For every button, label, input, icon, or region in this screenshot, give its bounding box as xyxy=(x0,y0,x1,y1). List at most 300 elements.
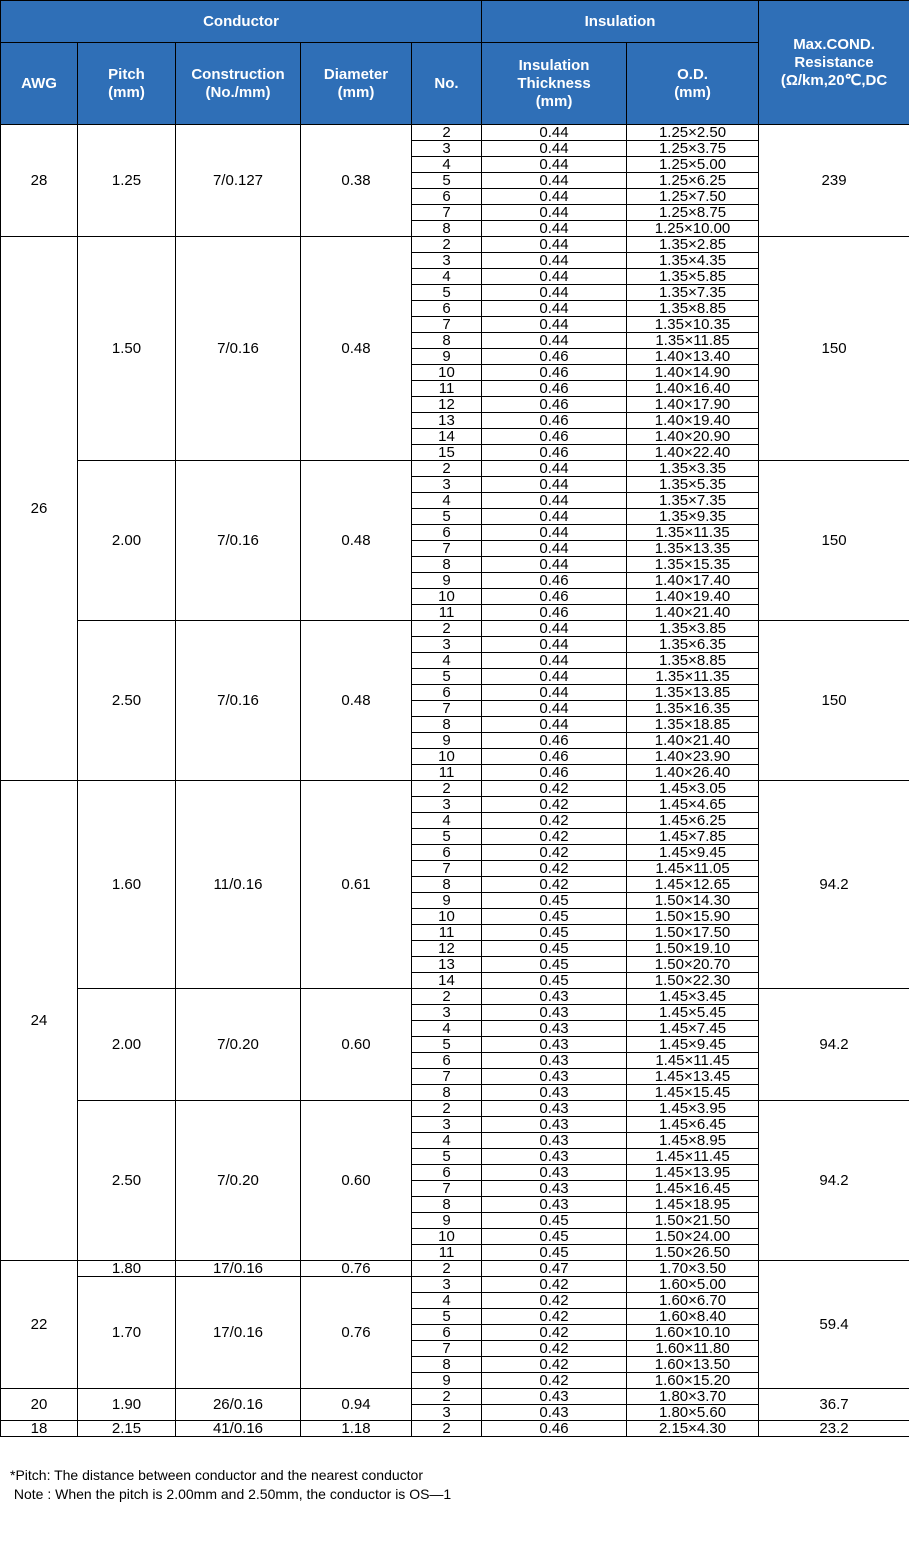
table-row xyxy=(1,621,909,637)
awg-cell: 26 xyxy=(1,237,78,781)
awg-header: AWG xyxy=(1,43,78,125)
core-no-cell: 3 xyxy=(412,477,482,493)
od-cell: 1.50×19.10 xyxy=(627,941,759,957)
construction-cell: 17/0.16 xyxy=(176,1277,301,1389)
table-row xyxy=(1,237,909,253)
diameter-cell: 1.18 xyxy=(301,1421,412,1437)
table-header xyxy=(1,1,909,125)
thickness-cell: 0.44 xyxy=(482,285,627,301)
resistance-cell: 94.2 xyxy=(759,989,909,1101)
thickness-cell: 0.43 xyxy=(482,1021,627,1037)
resistance-cell: 94.2 xyxy=(759,781,909,989)
pitch-cell: 1.70 xyxy=(78,1277,176,1389)
thickness-cell: 0.43 xyxy=(482,1181,627,1197)
core-no-cell: 3 xyxy=(412,1277,482,1293)
core-no-cell: 6 xyxy=(412,1165,482,1181)
resistance-cell: 36.7 xyxy=(759,1389,909,1421)
thickness-cell: 0.46 xyxy=(482,605,627,621)
od-cell: 1.35×15.35 xyxy=(627,557,759,573)
od-cell: 1.35×2.85 xyxy=(627,237,759,253)
od-cell: 1.35×9.35 xyxy=(627,509,759,525)
thickness-cell: 0.43 xyxy=(482,1069,627,1085)
core-no-cell: 6 xyxy=(412,525,482,541)
core-no-cell: 9 xyxy=(412,1213,482,1229)
core-no-cell: 2 xyxy=(412,1261,482,1277)
thickness-cell: 0.44 xyxy=(482,717,627,733)
od-cell: 1.35×8.85 xyxy=(627,653,759,669)
thickness-cell: 0.42 xyxy=(482,797,627,813)
thickness-cell: 0.42 xyxy=(482,829,627,845)
max-resistance-header: Max.COND. Resistance (Ω/km,20℃,DC xyxy=(759,1,909,125)
resistance-cell: 94.2 xyxy=(759,1101,909,1261)
core-no-cell: 6 xyxy=(412,189,482,205)
core-no-cell: 2 xyxy=(412,1421,482,1437)
core-no-cell: 8 xyxy=(412,717,482,733)
od-cell: 1.45×5.45 xyxy=(627,1005,759,1021)
construction-cell: 7/0.127 xyxy=(176,125,301,237)
thickness-cell: 0.43 xyxy=(482,1085,627,1101)
core-no-cell: 10 xyxy=(412,1229,482,1245)
table-row xyxy=(1,461,909,477)
core-no-cell: 3 xyxy=(412,141,482,157)
awg-cell: 28 xyxy=(1,125,78,237)
od-cell: 1.60×11.80 xyxy=(627,1341,759,1357)
od-cell: 1.35×11.35 xyxy=(627,669,759,685)
diameter-header: Diameter (mm) xyxy=(301,43,412,125)
od-cell: 1.45×16.45 xyxy=(627,1181,759,1197)
od-cell: 1.40×20.90 xyxy=(627,429,759,445)
core-no-cell: 5 xyxy=(412,829,482,845)
od-cell: 1.25×3.75 xyxy=(627,141,759,157)
pitch-footnote: *Pitch: The distance between conductor and the nearest conductor xyxy=(10,1467,424,1483)
core-no-cell: 8 xyxy=(412,221,482,237)
od-cell: 1.40×19.40 xyxy=(627,589,759,605)
thickness-cell: 0.46 xyxy=(482,589,627,605)
thickness-cell: 0.46 xyxy=(482,1421,627,1437)
core-no-cell: 13 xyxy=(412,413,482,429)
od-cell: 1.25×2.50 xyxy=(627,125,759,141)
core-no-cell: 2 xyxy=(412,1101,482,1117)
od-cell: 1.35×16.35 xyxy=(627,701,759,717)
core-no-cell: 2 xyxy=(412,461,482,477)
core-no-cell: 10 xyxy=(412,589,482,605)
pitch-cell: 2.50 xyxy=(78,621,176,781)
od-cell: 1.35×10.35 xyxy=(627,317,759,333)
od-cell: 1.25×5.00 xyxy=(627,157,759,173)
od-cell: 1.60×6.70 xyxy=(627,1293,759,1309)
diameter-cell: 0.76 xyxy=(301,1277,412,1389)
conductor-note: Note : When the pitch is 2.00mm and 2.50mm, the conductor is OS—1 xyxy=(10,1486,452,1502)
thickness-cell: 0.44 xyxy=(482,653,627,669)
od-cell: 1.45×11.05 xyxy=(627,861,759,877)
core-no-cell: 8 xyxy=(412,1357,482,1373)
thickness-cell: 0.45 xyxy=(482,973,627,989)
od-cell: 1.40×17.90 xyxy=(627,397,759,413)
thickness-cell: 0.43 xyxy=(482,1005,627,1021)
core-no-cell: 4 xyxy=(412,653,482,669)
core-no-cell: 5 xyxy=(412,1037,482,1053)
thickness-cell: 0.43 xyxy=(482,1389,627,1405)
footnotes xyxy=(10,1466,451,1504)
od-cell: 1.40×16.40 xyxy=(627,381,759,397)
thickness-cell: 0.44 xyxy=(482,525,627,541)
core-no-cell: 7 xyxy=(412,861,482,877)
diameter-cell: 0.60 xyxy=(301,1101,412,1261)
thickness-cell: 0.43 xyxy=(482,1117,627,1133)
core-no-cell: 11 xyxy=(412,925,482,941)
construction-cell: 7/0.20 xyxy=(176,989,301,1101)
thickness-cell: 0.44 xyxy=(482,269,627,285)
od-cell: 1.25×8.75 xyxy=(627,205,759,221)
core-no-cell: 8 xyxy=(412,1197,482,1213)
od-cell: 1.25×10.00 xyxy=(627,221,759,237)
core-no-cell: 12 xyxy=(412,941,482,957)
thickness-cell: 0.46 xyxy=(482,765,627,781)
thickness-cell: 0.44 xyxy=(482,477,627,493)
construction-header: Construction (No./mm) xyxy=(176,43,301,125)
thickness-cell: 0.44 xyxy=(482,173,627,189)
thickness-cell: 0.44 xyxy=(482,461,627,477)
awg-cell: 24 xyxy=(1,781,78,1261)
od-cell: 1.80×3.70 xyxy=(627,1389,759,1405)
thickness-cell: 0.42 xyxy=(482,781,627,797)
core-no-cell: 5 xyxy=(412,173,482,189)
diameter-cell: 0.60 xyxy=(301,989,412,1101)
thickness-cell: 0.45 xyxy=(482,957,627,973)
thickness-cell: 0.46 xyxy=(482,573,627,589)
thickness-cell: 0.45 xyxy=(482,1229,627,1245)
core-no-cell: 10 xyxy=(412,909,482,925)
thickness-cell: 0.42 xyxy=(482,1309,627,1325)
core-no-cell: 3 xyxy=(412,1117,482,1133)
od-cell: 2.15×4.30 xyxy=(627,1421,759,1437)
pitch-cell: 2.15 xyxy=(78,1421,176,1437)
pitch-cell: 1.90 xyxy=(78,1389,176,1421)
thickness-cell: 0.42 xyxy=(482,1373,627,1389)
thickness-cell: 0.46 xyxy=(482,397,627,413)
thickness-cell: 0.42 xyxy=(482,1277,627,1293)
core-no-cell: 9 xyxy=(412,1373,482,1389)
core-no-cell: 3 xyxy=(412,253,482,269)
thickness-cell: 0.46 xyxy=(482,733,627,749)
thickness-cell: 0.44 xyxy=(482,301,627,317)
od-cell: 1.45×3.45 xyxy=(627,989,759,1005)
resistance-cell: 239 xyxy=(759,125,909,237)
core-no-cell: 3 xyxy=(412,637,482,653)
core-no-cell: 2 xyxy=(412,1389,482,1405)
thickness-cell: 0.45 xyxy=(482,909,627,925)
thickness-cell: 0.46 xyxy=(482,349,627,365)
core-no-cell: 5 xyxy=(412,669,482,685)
thickness-cell: 0.44 xyxy=(482,541,627,557)
core-no-cell: 11 xyxy=(412,1245,482,1261)
awg-cell: 22 xyxy=(1,1261,78,1389)
conductor-header: Conductor xyxy=(1,1,482,43)
od-cell: 1.40×22.40 xyxy=(627,445,759,461)
thickness-cell: 0.46 xyxy=(482,413,627,429)
core-no-cell: 8 xyxy=(412,877,482,893)
thickness-cell: 0.44 xyxy=(482,621,627,637)
thickness-cell: 0.44 xyxy=(482,685,627,701)
table-row xyxy=(1,1421,909,1437)
core-no-cell: 7 xyxy=(412,317,482,333)
od-cell: 1.45×9.45 xyxy=(627,845,759,861)
od-cell: 1.80×5.60 xyxy=(627,1405,759,1421)
insulation-header: Insulation xyxy=(482,1,759,43)
thickness-cell: 0.44 xyxy=(482,557,627,573)
core-no-cell: 12 xyxy=(412,397,482,413)
od-cell: 1.60×15.20 xyxy=(627,1373,759,1389)
table-row xyxy=(1,1261,909,1277)
od-cell: 1.45×7.45 xyxy=(627,1021,759,1037)
core-no-cell: 9 xyxy=(412,573,482,589)
thickness-cell: 0.43 xyxy=(482,1101,627,1117)
resistance-cell: 59.4 xyxy=(759,1261,909,1389)
pitch-cell: 2.00 xyxy=(78,989,176,1101)
thickness-cell: 0.45 xyxy=(482,941,627,957)
core-no-cell: 5 xyxy=(412,1309,482,1325)
thickness-cell: 0.45 xyxy=(482,893,627,909)
od-cell: 1.35×4.35 xyxy=(627,253,759,269)
core-no-cell: 4 xyxy=(412,269,482,285)
diameter-cell: 0.61 xyxy=(301,781,412,989)
core-no-cell: 13 xyxy=(412,957,482,973)
diameter-cell: 0.76 xyxy=(301,1261,412,1277)
core-no-cell: 6 xyxy=(412,1053,482,1069)
core-no-cell: 7 xyxy=(412,205,482,221)
od-cell: 1.50×26.50 xyxy=(627,1245,759,1261)
thickness-cell: 0.44 xyxy=(482,509,627,525)
core-no-cell: 6 xyxy=(412,301,482,317)
core-no-cell: 4 xyxy=(412,493,482,509)
thickness-cell: 0.44 xyxy=(482,637,627,653)
od-cell: 1.35×3.35 xyxy=(627,461,759,477)
core-no-cell: 2 xyxy=(412,989,482,1005)
resistance-cell: 23.2 xyxy=(759,1421,909,1437)
od-cell: 1.35×18.85 xyxy=(627,717,759,733)
thickness-cell: 0.43 xyxy=(482,1037,627,1053)
od-cell: 1.40×14.90 xyxy=(627,365,759,381)
od-header: O.D. (mm) xyxy=(627,43,759,125)
core-no-cell: 11 xyxy=(412,381,482,397)
construction-cell: 11/0.16 xyxy=(176,781,301,989)
core-no-cell: 3 xyxy=(412,1005,482,1021)
core-no-cell: 3 xyxy=(412,797,482,813)
od-cell: 1.45×6.25 xyxy=(627,813,759,829)
thickness-cell: 0.44 xyxy=(482,669,627,685)
thickness-cell: 0.44 xyxy=(482,157,627,173)
od-cell: 1.50×20.70 xyxy=(627,957,759,973)
thickness-cell: 0.42 xyxy=(482,1357,627,1373)
thickness-cell: 0.46 xyxy=(482,445,627,461)
thickness-cell: 0.42 xyxy=(482,1293,627,1309)
od-cell: 1.35×3.85 xyxy=(627,621,759,637)
pitch-cell: 2.50 xyxy=(78,1101,176,1261)
od-cell: 1.35×8.85 xyxy=(627,301,759,317)
core-no-cell: 5 xyxy=(412,509,482,525)
core-no-cell: 2 xyxy=(412,621,482,637)
od-cell: 1.50×24.00 xyxy=(627,1229,759,1245)
core-no-cell: 8 xyxy=(412,557,482,573)
core-no-cell: 6 xyxy=(412,1325,482,1341)
core-no-cell: 7 xyxy=(412,1069,482,1085)
thickness-cell: 0.46 xyxy=(482,381,627,397)
pitch-cell: 1.50 xyxy=(78,237,176,461)
thickness-cell: 0.44 xyxy=(482,125,627,141)
pitch-header: Pitch (mm) xyxy=(78,43,176,125)
od-cell: 1.45×9.45 xyxy=(627,1037,759,1053)
od-cell: 1.45×18.95 xyxy=(627,1197,759,1213)
od-cell: 1.35×13.85 xyxy=(627,685,759,701)
core-no-cell: 9 xyxy=(412,733,482,749)
construction-cell: 7/0.16 xyxy=(176,237,301,461)
od-cell: 1.45×4.65 xyxy=(627,797,759,813)
od-cell: 1.60×5.00 xyxy=(627,1277,759,1293)
od-cell: 1.45×15.45 xyxy=(627,1085,759,1101)
diameter-cell: 0.48 xyxy=(301,237,412,461)
pitch-cell: 1.25 xyxy=(78,125,176,237)
core-no-cell: 2 xyxy=(412,125,482,141)
core-no-cell: 6 xyxy=(412,845,482,861)
diameter-cell: 0.94 xyxy=(301,1389,412,1421)
pitch-cell: 2.00 xyxy=(78,461,176,621)
core-no-cell: 7 xyxy=(412,1181,482,1197)
core-no-cell: 4 xyxy=(412,1293,482,1309)
core-no-cell: 11 xyxy=(412,765,482,781)
od-cell: 1.45×13.95 xyxy=(627,1165,759,1181)
core-no-cell: 5 xyxy=(412,1149,482,1165)
core-no-cell: 6 xyxy=(412,685,482,701)
table-body xyxy=(1,125,909,1437)
thickness-cell: 0.44 xyxy=(482,221,627,237)
od-cell: 1.25×7.50 xyxy=(627,189,759,205)
core-no-cell: 9 xyxy=(412,349,482,365)
thickness-cell: 0.42 xyxy=(482,845,627,861)
od-cell: 1.50×21.50 xyxy=(627,1213,759,1229)
thickness-cell: 0.44 xyxy=(482,701,627,717)
od-cell: 1.45×11.45 xyxy=(627,1149,759,1165)
od-cell: 1.70×3.50 xyxy=(627,1261,759,1277)
diameter-cell: 0.48 xyxy=(301,461,412,621)
od-cell: 1.35×7.35 xyxy=(627,493,759,509)
od-cell: 1.35×7.35 xyxy=(627,285,759,301)
construction-cell: 41/0.16 xyxy=(176,1421,301,1437)
core-no-cell: 10 xyxy=(412,365,482,381)
core-no-cell: 5 xyxy=(412,285,482,301)
awg-cell: 20 xyxy=(1,1389,78,1421)
od-cell: 1.40×21.40 xyxy=(627,733,759,749)
construction-cell: 7/0.20 xyxy=(176,1101,301,1261)
table-row xyxy=(1,989,909,1005)
od-cell: 1.40×26.40 xyxy=(627,765,759,781)
od-cell: 1.35×6.35 xyxy=(627,637,759,653)
thickness-cell: 0.46 xyxy=(482,749,627,765)
construction-cell: 7/0.16 xyxy=(176,621,301,781)
od-cell: 1.50×14.30 xyxy=(627,893,759,909)
thickness-cell: 0.42 xyxy=(482,877,627,893)
thickness-cell: 0.43 xyxy=(482,1149,627,1165)
thickness-cell: 0.42 xyxy=(482,813,627,829)
thickness-cell: 0.42 xyxy=(482,1325,627,1341)
od-cell: 1.35×13.35 xyxy=(627,541,759,557)
thickness-cell: 0.45 xyxy=(482,1245,627,1261)
resistance-cell: 150 xyxy=(759,621,909,781)
core-no-cell: 3 xyxy=(412,1405,482,1421)
od-cell: 1.35×11.35 xyxy=(627,525,759,541)
od-cell: 1.35×5.85 xyxy=(627,269,759,285)
construction-cell: 17/0.16 xyxy=(176,1261,301,1277)
od-cell: 1.40×21.40 xyxy=(627,605,759,621)
od-cell: 1.45×6.45 xyxy=(627,1117,759,1133)
thickness-cell: 0.46 xyxy=(482,429,627,445)
od-cell: 1.45×12.65 xyxy=(627,877,759,893)
od-cell: 1.40×17.40 xyxy=(627,573,759,589)
thickness-cell: 0.43 xyxy=(482,1165,627,1181)
resistance-cell: 150 xyxy=(759,237,909,461)
od-cell: 1.60×13.50 xyxy=(627,1357,759,1373)
thickness-cell: 0.44 xyxy=(482,205,627,221)
thickness-cell: 0.47 xyxy=(482,1261,627,1277)
table-row xyxy=(1,1389,909,1405)
construction-cell: 26/0.16 xyxy=(176,1389,301,1421)
thickness-cell: 0.46 xyxy=(482,365,627,381)
thickness-cell: 0.44 xyxy=(482,141,627,157)
thickness-cell: 0.43 xyxy=(482,1053,627,1069)
od-cell: 1.50×17.50 xyxy=(627,925,759,941)
thickness-cell: 0.43 xyxy=(482,1133,627,1149)
thickness-cell: 0.44 xyxy=(482,333,627,349)
core-no-cell: 9 xyxy=(412,893,482,909)
core-no-cell: 4 xyxy=(412,1133,482,1149)
thickness-header: Insulation Thickness (mm) xyxy=(482,43,627,125)
core-no-cell: 4 xyxy=(412,157,482,173)
thickness-cell: 0.44 xyxy=(482,237,627,253)
od-cell: 1.40×23.90 xyxy=(627,749,759,765)
awg-cell: 18 xyxy=(1,1421,78,1437)
od-cell: 1.40×13.40 xyxy=(627,349,759,365)
resistance-cell: 150 xyxy=(759,461,909,621)
thickness-cell: 0.44 xyxy=(482,317,627,333)
thickness-cell: 0.42 xyxy=(482,861,627,877)
core-no-cell: 10 xyxy=(412,749,482,765)
core-no-cell: 7 xyxy=(412,541,482,557)
thickness-cell: 0.45 xyxy=(482,925,627,941)
core-no-cell: 15 xyxy=(412,445,482,461)
core-no-cell: 8 xyxy=(412,1085,482,1101)
od-cell: 1.50×15.90 xyxy=(627,909,759,925)
od-cell: 1.45×11.45 xyxy=(627,1053,759,1069)
core-no-cell: 7 xyxy=(412,701,482,717)
table-row xyxy=(1,781,909,797)
thickness-cell: 0.44 xyxy=(482,189,627,205)
no-header: No. xyxy=(412,43,482,125)
od-cell: 1.25×6.25 xyxy=(627,173,759,189)
construction-cell: 7/0.16 xyxy=(176,461,301,621)
table-row xyxy=(1,125,909,141)
diameter-cell: 0.38 xyxy=(301,125,412,237)
od-cell: 1.45×3.05 xyxy=(627,781,759,797)
od-cell: 1.45×7.85 xyxy=(627,829,759,845)
od-cell: 1.45×8.95 xyxy=(627,1133,759,1149)
table-row xyxy=(1,1101,909,1117)
thickness-cell: 0.44 xyxy=(482,253,627,269)
od-cell: 1.45×3.95 xyxy=(627,1101,759,1117)
core-no-cell: 2 xyxy=(412,781,482,797)
od-cell: 1.40×19.40 xyxy=(627,413,759,429)
od-cell: 1.50×22.30 xyxy=(627,973,759,989)
core-no-cell: 4 xyxy=(412,813,482,829)
core-no-cell: 4 xyxy=(412,1021,482,1037)
